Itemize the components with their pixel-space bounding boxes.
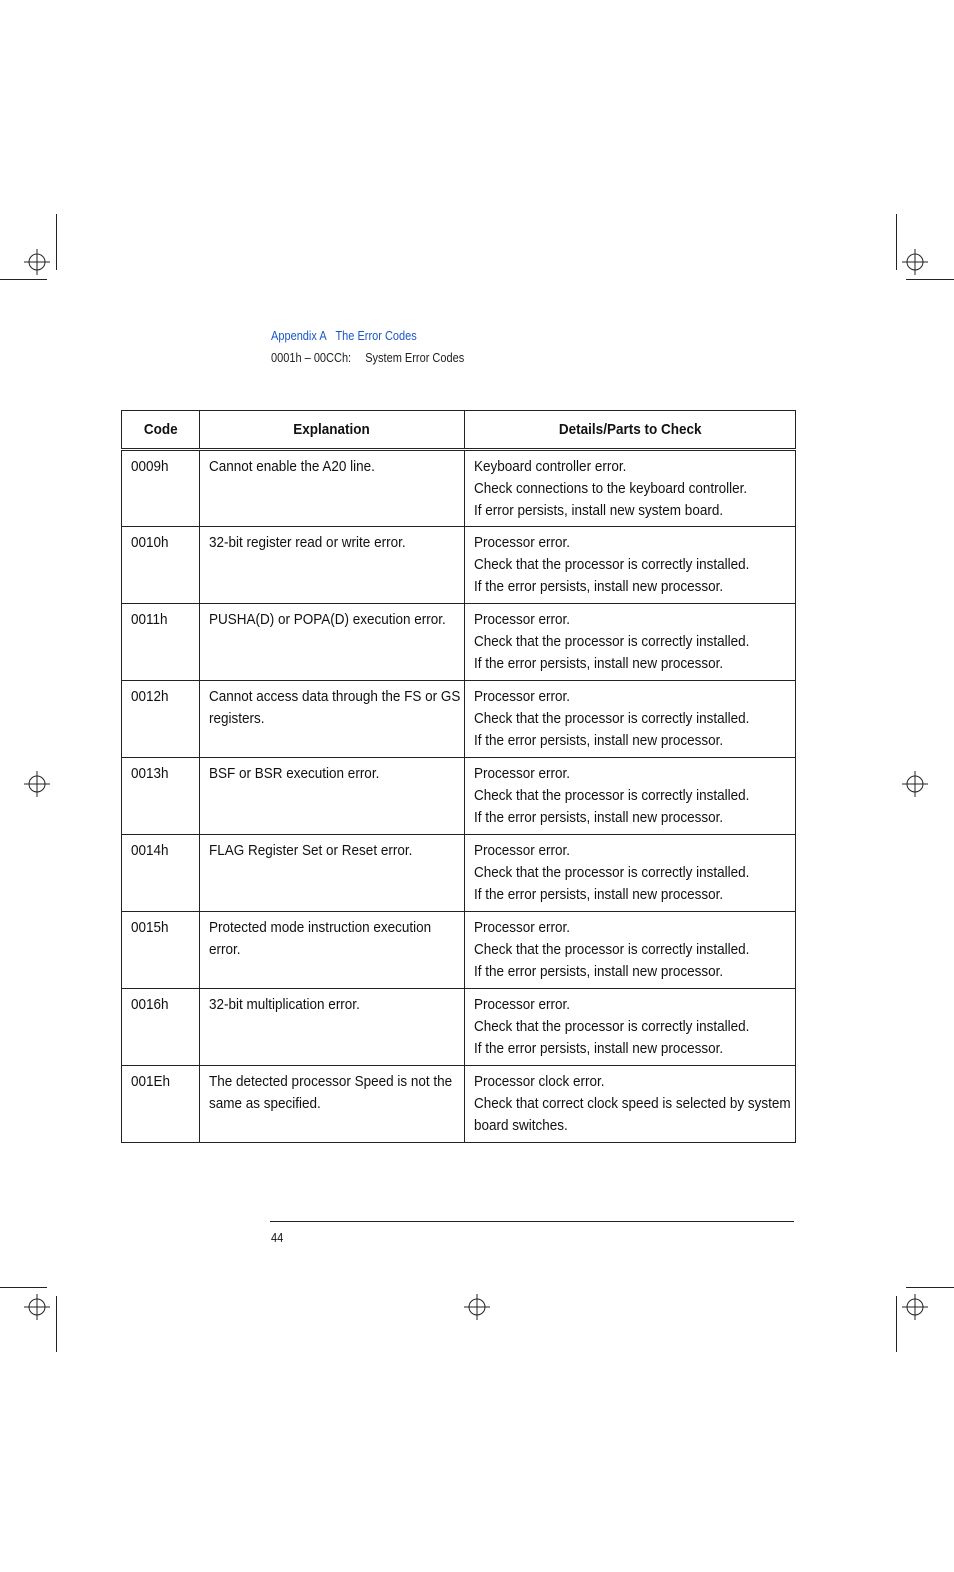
explanation-line: PUSHA(D) or POPA(D) execution error. <box>209 611 446 628</box>
details-line: If the error persists, install new processor. <box>474 963 724 980</box>
error-code-cell <box>122 450 200 527</box>
code-range: 0001h – 00CCh: <box>271 351 352 365</box>
explanation-cell <box>200 989 465 1066</box>
details-line: Processor error. <box>474 688 571 705</box>
details-line: Check that the processor is correctly installed. <box>474 1018 750 1035</box>
registration-mark-icon <box>24 1294 50 1320</box>
details-line: Processor error. <box>474 996 571 1013</box>
table-header-row <box>122 411 796 450</box>
details-cell <box>465 527 796 604</box>
details-cell <box>465 758 796 835</box>
explanation-line: Cannot access data through the FS or GS <box>209 688 461 705</box>
details-line: Keyboard controller error. <box>474 458 627 475</box>
table-row <box>122 527 796 604</box>
details-line: Check that the processor is correctly installed. <box>474 941 750 958</box>
details-line: Check that the processor is correctly installed. <box>474 710 750 727</box>
explanation-cell <box>200 604 465 681</box>
details-line: Processor error. <box>474 534 571 551</box>
details-cell <box>465 681 796 758</box>
details-cell <box>465 450 796 527</box>
explanation-line: FLAG Register Set or Reset error. <box>209 842 413 859</box>
explanation-cell <box>200 1066 465 1143</box>
page-number: 44 <box>271 1231 284 1245</box>
error-code: 0010h <box>131 534 169 551</box>
error-code-cell <box>122 912 200 989</box>
table-body <box>122 450 796 1143</box>
table-row <box>122 989 796 1066</box>
error-code: 0013h <box>131 765 169 782</box>
details-line: If the error persists, install new processor. <box>474 578 724 595</box>
error-code-cell <box>122 989 200 1066</box>
running-header-chapter <box>271 329 417 343</box>
error-code-cell <box>122 681 200 758</box>
crop-mark-bottom-left-horizontal <box>0 1287 47 1288</box>
explanation-line: registers. <box>209 710 265 727</box>
column-header-code: Code <box>122 411 200 450</box>
details-line: If error persists, install new system board. <box>474 502 724 519</box>
registration-mark-icon <box>902 1294 928 1320</box>
appendix-label: Appendix A <box>271 329 327 343</box>
registration-mark-icon <box>902 771 928 797</box>
column-header-explanation: Explanation <box>200 411 465 450</box>
details-line: Check that the processor is correctly installed. <box>474 864 750 881</box>
details-line: Processor error. <box>474 611 571 628</box>
error-code-cell <box>122 758 200 835</box>
error-code: 0012h <box>131 688 169 705</box>
error-code: 0014h <box>131 842 169 859</box>
explanation-cell <box>200 527 465 604</box>
details-line: If the error persists, install new processor. <box>474 655 724 672</box>
details-cell <box>465 1066 796 1143</box>
crop-mark-top-left-horizontal <box>0 279 47 280</box>
details-line: If the error persists, install new processor. <box>474 1040 724 1057</box>
details-line: Processor error. <box>474 919 571 936</box>
crop-mark-bottom-left-vertical <box>56 1296 57 1352</box>
error-code: 0009h <box>131 458 169 475</box>
explanation-line: error. <box>209 941 241 958</box>
explanation-line: Cannot enable the A20 line. <box>209 458 375 475</box>
registration-mark-icon <box>24 771 50 797</box>
error-code-cell <box>122 604 200 681</box>
explanation-cell <box>200 681 465 758</box>
table-row <box>122 450 796 527</box>
crop-mark-top-left-vertical <box>56 214 57 270</box>
explanation-line: 32-bit register read or write error. <box>209 534 406 551</box>
registration-mark-icon <box>24 249 50 275</box>
details-line: Processor clock error. <box>474 1073 605 1090</box>
error-codes-table <box>121 410 796 1143</box>
explanation-line: same as specified. <box>209 1095 321 1112</box>
table-row <box>122 1066 796 1143</box>
details-line: Check that the processor is correctly installed. <box>474 787 750 804</box>
details-line: If the error persists, install new processor. <box>474 886 724 903</box>
table-row <box>122 835 796 912</box>
details-cell <box>465 604 796 681</box>
error-code: 001Eh <box>131 1073 171 1090</box>
table-row <box>122 604 796 681</box>
chapter-title: The Error Codes <box>335 329 417 343</box>
error-code: 0016h <box>131 996 169 1013</box>
details-line: If the error persists, install new processor. <box>474 809 724 826</box>
running-header-section <box>271 351 464 365</box>
details-line: Processor error. <box>474 842 571 859</box>
table-row <box>122 912 796 989</box>
explanation-line: The detected processor Speed is not the <box>209 1073 453 1090</box>
error-code: 0011h <box>131 611 168 628</box>
details-line: Check that correct clock speed is selected by system <box>474 1095 791 1112</box>
explanation-cell <box>200 450 465 527</box>
registration-mark-icon <box>902 249 928 275</box>
explanation-cell <box>200 835 465 912</box>
error-code: 0015h <box>131 919 169 936</box>
table-row <box>122 681 796 758</box>
section-title: System Error Codes <box>365 351 465 365</box>
details-cell <box>465 835 796 912</box>
crop-mark-bottom-right-vertical <box>896 1296 897 1352</box>
details-cell <box>465 912 796 989</box>
explanation-line: Protected mode instruction execution <box>209 919 432 936</box>
table-row <box>122 758 796 835</box>
registration-mark-icon <box>464 1294 490 1320</box>
crop-mark-top-right-vertical <box>896 214 897 270</box>
footer-divider <box>270 1221 794 1222</box>
details-line: Check that the processor is correctly installed. <box>474 633 750 650</box>
explanation-line: 32-bit multiplication error. <box>209 996 360 1013</box>
details-line: Check connections to the keyboard controller. <box>474 480 748 497</box>
details-cell <box>465 989 796 1066</box>
details-line: If the error persists, install new processor. <box>474 732 724 749</box>
explanation-line: BSF or BSR execution error. <box>209 765 380 782</box>
details-line: Processor error. <box>474 765 571 782</box>
error-code-cell <box>122 1066 200 1143</box>
error-code-cell <box>122 835 200 912</box>
column-header-details: Details/Parts to Check <box>465 411 796 450</box>
details-line: board switches. <box>474 1117 568 1134</box>
error-code-cell <box>122 527 200 604</box>
explanation-cell <box>200 912 465 989</box>
crop-mark-top-right-horizontal <box>906 279 954 280</box>
details-line: Check that the processor is correctly installed. <box>474 556 750 573</box>
explanation-cell <box>200 758 465 835</box>
crop-mark-bottom-right-horizontal <box>906 1287 954 1288</box>
